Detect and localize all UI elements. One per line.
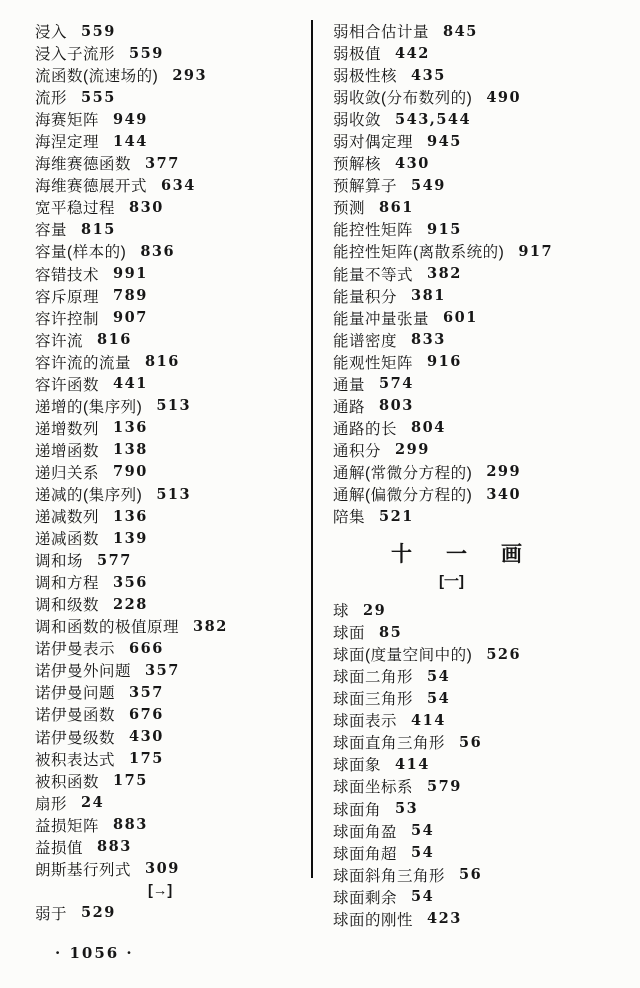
- entry-term: 球面(度量空间中的): [333, 647, 473, 665]
- index-entry: [333, 86, 633, 108]
- entry-page-number: 513: [156, 397, 192, 415]
- entry-term: 预测: [333, 200, 366, 218]
- index-entry: [35, 615, 307, 637]
- index-entry: [35, 196, 307, 218]
- entry-page-number: 543,544: [395, 110, 472, 128]
- left-entry-list: [35, 20, 307, 880]
- entry-page-number: 144: [113, 132, 148, 150]
- entry-page-number: 377: [145, 154, 180, 172]
- entry-page-number: 815: [81, 220, 116, 238]
- index-entry: [333, 753, 633, 775]
- entry-term: 浸入子流形: [35, 46, 116, 64]
- index-entry: [35, 483, 307, 505]
- entry-page-number: 816: [97, 331, 132, 349]
- entry-term: 球面剩余: [333, 889, 398, 907]
- index-entry: [35, 461, 307, 483]
- entry-page-number: 430: [395, 154, 430, 172]
- entry-page-number: 56: [459, 733, 483, 751]
- entry-term: 浸入: [35, 24, 68, 42]
- entry-page-number: 423: [427, 910, 462, 928]
- entry-page-number: 861: [379, 198, 414, 216]
- entry-term: 弱收敛: [333, 112, 382, 130]
- entry-page-number: 309: [145, 860, 180, 878]
- entry-term: 球面二角形: [333, 669, 414, 687]
- index-entry: [35, 571, 307, 593]
- index-entry: [35, 681, 307, 703]
- index-entry: [333, 329, 633, 351]
- entry-page-number: 299: [486, 463, 522, 481]
- entry-page-number: 175: [113, 772, 148, 790]
- entry-term: 通路的长: [333, 420, 398, 438]
- index-entry: [333, 820, 633, 842]
- entry-page-number: 340: [486, 485, 522, 503]
- subsection-marker: [一]: [439, 572, 464, 590]
- entry-page-number: 435: [411, 66, 446, 84]
- entry-term: 通解(常微分方程的): [333, 464, 473, 482]
- index-entry: [333, 351, 633, 373]
- index-entry: [35, 417, 307, 439]
- index-entry: [333, 505, 633, 527]
- entry-term: 球面角: [333, 801, 382, 819]
- index-entry: [35, 439, 307, 461]
- index-entry: [35, 64, 307, 86]
- entry-page-number: 56: [459, 866, 483, 884]
- entry-term: 调和函数的极值原理: [35, 619, 180, 637]
- entry-term: 海涅定理: [35, 134, 100, 152]
- page-number: · 1056 ·: [55, 944, 134, 962]
- entry-page-number: 549: [411, 176, 446, 194]
- entry-page-number: 830: [129, 198, 164, 216]
- index-entry: [35, 351, 307, 373]
- index-entry: [35, 174, 307, 196]
- entry-term: 球面三角形: [333, 691, 414, 709]
- index-entry: [333, 908, 633, 930]
- index-entry: [333, 798, 633, 820]
- column-divider: [311, 20, 313, 878]
- entry-page-number: 228: [113, 595, 148, 613]
- index-entry: [333, 665, 633, 687]
- entry-term: 递归关系: [35, 464, 100, 482]
- entry-page-number: 845: [443, 22, 478, 40]
- index-entry: [35, 373, 307, 395]
- index-entry: [35, 307, 307, 329]
- entry-page-number: 54: [411, 888, 435, 906]
- left-entry-list-tail: [35, 902, 307, 924]
- entry-page-number: 991: [113, 265, 148, 283]
- entry-term: 容许流: [35, 332, 84, 350]
- entry-page-number: 175: [129, 750, 164, 768]
- entry-page-number: 53: [395, 800, 419, 818]
- right-column: [333, 20, 633, 930]
- index-entry: [35, 858, 307, 880]
- entry-page-number: 883: [97, 838, 132, 856]
- entry-page-number: 54: [411, 844, 435, 862]
- continuation-arrow-marker: [→]: [148, 882, 173, 899]
- index-entry: [333, 599, 633, 621]
- entry-term: 球面表示: [333, 713, 398, 731]
- entry-page-number: 490: [486, 88, 522, 106]
- index-entry: [333, 285, 633, 307]
- entry-term: 海赛矩阵: [35, 112, 100, 130]
- entry-term: 海维赛德展开式: [35, 178, 148, 196]
- index-entry: [333, 152, 633, 174]
- entry-page-number: 521: [379, 507, 414, 525]
- index-entry: [35, 593, 307, 615]
- continuation-row: [35, 880, 307, 902]
- entry-page-number: 299: [395, 441, 430, 459]
- entry-term: 弱相合估计量: [333, 24, 430, 42]
- entry-page-number: 382: [427, 265, 462, 283]
- entry-term: 预解核: [333, 156, 382, 174]
- entry-term: 容许流的流量: [35, 354, 132, 372]
- entry-page-number: 136: [113, 419, 148, 437]
- entry-page-number: 836: [140, 242, 176, 260]
- entry-term: 通解(偏微分方程的): [333, 487, 473, 504]
- index-entry: [333, 461, 633, 483]
- right-entry-list: [333, 20, 633, 527]
- entry-term: 容许控制: [35, 310, 100, 328]
- entry-page-number: 577: [97, 551, 132, 569]
- index-entry: [35, 637, 307, 659]
- index-entry: [35, 395, 307, 417]
- section-heading-char: 画: [501, 543, 522, 567]
- index-entry: [35, 659, 307, 681]
- index-entry: [35, 20, 307, 42]
- entry-term: 球: [333, 603, 350, 621]
- index-entry: [333, 643, 633, 665]
- section-heading-char: 十: [391, 543, 412, 567]
- entry-page-number: 833: [411, 331, 446, 349]
- index-entry: [333, 709, 633, 731]
- entry-page-number: 381: [411, 287, 446, 305]
- index-entry: [333, 864, 633, 886]
- index-entry: [333, 130, 633, 152]
- entry-term: 能量不等式: [333, 266, 414, 284]
- index-entry: [333, 240, 633, 262]
- entry-term: 容量(样本的): [35, 244, 127, 262]
- right-entry-list-after-heading: [333, 599, 633, 930]
- entry-page-number: 789: [113, 287, 148, 305]
- entry-term: 流形: [35, 90, 68, 108]
- index-entry: [35, 240, 307, 262]
- index-entry: [333, 775, 633, 797]
- entry-term: 通量: [333, 376, 366, 394]
- entry-page-number: 883: [113, 816, 148, 834]
- index-entry: [35, 902, 307, 924]
- entry-term: 陪集: [333, 509, 366, 527]
- entry-term: 通路: [333, 398, 366, 416]
- entry-term: 益损矩阵: [35, 817, 100, 835]
- index-entry: [35, 726, 307, 748]
- entry-term: 朗斯基行列式: [35, 861, 132, 879]
- entry-term: 能控性矩阵: [333, 222, 414, 240]
- index-entry: [35, 527, 307, 549]
- index-entry: [35, 792, 307, 814]
- entry-term: 球面的刚性: [333, 911, 414, 929]
- entry-page-number: 601: [443, 309, 478, 327]
- entry-page-number: 54: [427, 667, 451, 685]
- index-entry: [333, 307, 633, 329]
- entry-term: 递增的(集序列): [35, 398, 143, 416]
- entry-term: 益损值: [35, 839, 84, 857]
- entry-page-number: 949: [113, 110, 148, 128]
- entry-term: 海维赛德函数: [35, 156, 132, 174]
- entry-page-number: 414: [395, 755, 430, 773]
- entry-page-number: 293: [172, 66, 208, 84]
- entry-term: 诺伊曼函数: [35, 707, 116, 725]
- entry-page-number: 441: [113, 375, 148, 393]
- entry-page-number: 29: [363, 601, 387, 619]
- entry-term: 容许函数: [35, 376, 100, 394]
- index-entry: [35, 770, 307, 792]
- index-entry: [35, 836, 307, 858]
- index-entry: [333, 20, 633, 42]
- index-entry: [333, 42, 633, 64]
- entry-page-number: 526: [486, 645, 522, 663]
- entry-page-number: 54: [411, 822, 435, 840]
- index-entry: [333, 218, 633, 240]
- entry-page-number: 816: [145, 353, 180, 371]
- entry-term: 容错技术: [35, 266, 100, 284]
- entry-page-number: 357: [129, 683, 164, 701]
- entry-term: 诺伊曼级数: [35, 729, 116, 747]
- index-entry: [333, 439, 633, 461]
- index-entry: [35, 263, 307, 285]
- index-entry: [333, 842, 633, 864]
- entry-page-number: 414: [411, 711, 446, 729]
- entry-page-number: 54: [427, 689, 451, 707]
- entry-term: 递增函数: [35, 442, 100, 460]
- entry-page-number: 356: [113, 573, 148, 591]
- entry-page-number: 529: [81, 904, 116, 922]
- entry-term: 能控性矩阵(离散系统的): [333, 244, 505, 262]
- index-entry: [333, 373, 633, 395]
- entry-term: 递增数列: [35, 420, 100, 438]
- entry-page-number: 357: [145, 661, 180, 679]
- entry-page-number: 915: [427, 220, 462, 238]
- index-entry: [333, 417, 633, 439]
- entry-page-number: 24: [81, 794, 105, 812]
- entry-term: 流函数(流速场的): [35, 68, 159, 86]
- index-entry: [35, 703, 307, 725]
- index-entry: [35, 549, 307, 571]
- entry-term: 调和级数: [35, 597, 100, 615]
- index-entry: [35, 152, 307, 174]
- entry-term: 被积表达式: [35, 751, 116, 769]
- entry-page-number: 139: [113, 529, 148, 547]
- index-entry: [35, 218, 307, 240]
- entry-term: 能观性矩阵: [333, 354, 414, 372]
- entry-page-number: 136: [113, 507, 148, 525]
- entry-term: 诺伊曼外问题: [35, 663, 132, 681]
- subsection-marker-row: [333, 567, 633, 593]
- entry-term: 弱于: [35, 905, 68, 923]
- index-entry: [35, 329, 307, 351]
- index-entry: [333, 483, 633, 505]
- entry-term: 宽平稳过程: [35, 200, 116, 218]
- entry-term: 诺伊曼问题: [35, 685, 116, 703]
- entry-term: 弱极值: [333, 46, 382, 64]
- entry-term: 调和方程: [35, 575, 100, 593]
- entry-term: 弱收敛(分布数列的): [333, 90, 473, 108]
- entry-term: 诺伊曼表示: [35, 641, 116, 659]
- index-entry: [35, 42, 307, 64]
- entry-page-number: 907: [113, 309, 148, 327]
- entry-term: 球面象: [333, 757, 382, 775]
- index-entry: [333, 731, 633, 753]
- entry-page-number: 803: [379, 397, 414, 415]
- index-entry: [333, 263, 633, 285]
- entry-term: 被积函数: [35, 773, 100, 791]
- entry-page-number: 676: [129, 705, 164, 723]
- left-column: [35, 20, 307, 924]
- entry-page-number: 945: [427, 132, 462, 150]
- index-entry: [333, 108, 633, 130]
- index-entry: [333, 395, 633, 417]
- entry-term: 球面直角三角形: [333, 735, 446, 753]
- entry-term: 球面坐标系: [333, 779, 414, 797]
- entry-page-number: 579: [427, 777, 462, 795]
- index-entry: [333, 174, 633, 196]
- entry-page-number: 85: [379, 623, 403, 641]
- entry-term: 弱对偶定理: [333, 134, 414, 152]
- entry-page-number: 382: [193, 617, 228, 635]
- entry-page-number: 559: [129, 44, 164, 62]
- entry-term: 容量: [35, 222, 68, 240]
- index-entry: [35, 130, 307, 152]
- index-entry: [333, 196, 633, 218]
- entry-page-number: 442: [395, 44, 430, 62]
- entry-term: 预解算子: [333, 178, 398, 196]
- entry-term: 递减函数: [35, 531, 100, 549]
- index-entry: [35, 108, 307, 130]
- entry-page-number: 513: [156, 485, 192, 503]
- entry-term: 调和场: [35, 553, 84, 571]
- index-entry: [35, 285, 307, 307]
- entry-page-number: 790: [113, 463, 148, 481]
- entry-page-number: 555: [81, 88, 116, 106]
- section-heading-eleven-strokes: [333, 539, 633, 567]
- entry-page-number: 138: [113, 441, 148, 459]
- entry-term: 弱极性核: [333, 68, 398, 86]
- index-entry: [333, 64, 633, 86]
- index-entry: [35, 814, 307, 836]
- section-heading-char: 一: [446, 543, 467, 567]
- entry-term: 球面: [333, 625, 366, 643]
- entry-term: 能谱密度: [333, 332, 398, 350]
- entry-term: 能量冲量张量: [333, 310, 430, 328]
- entry-page-number: 559: [81, 22, 116, 40]
- entry-page-number: 917: [518, 242, 554, 260]
- index-entry: [35, 86, 307, 108]
- index-entry: [35, 505, 307, 527]
- entry-page-number: 804: [411, 419, 446, 437]
- entry-page-number: 430: [129, 728, 164, 746]
- entry-term: 通积分: [333, 442, 382, 460]
- entry-page-number: 666: [129, 639, 164, 657]
- entry-term: 扇形: [35, 795, 68, 813]
- index-entry: [333, 621, 633, 643]
- index-entry: [35, 748, 307, 770]
- entry-page-number: 916: [427, 353, 462, 371]
- entry-page-number: 634: [161, 176, 196, 194]
- entry-term: 递减的(集序列): [35, 487, 143, 504]
- entry-term: 球面斜角三角形: [333, 867, 446, 885]
- entry-page-number: 574: [379, 375, 414, 393]
- entry-term: 能量积分: [333, 288, 398, 306]
- index-entry: [333, 886, 633, 908]
- entry-term: 球面角超: [333, 845, 398, 863]
- entry-term: 递减数列: [35, 509, 100, 527]
- entry-term: 球面角盈: [333, 823, 398, 841]
- index-entry: [333, 687, 633, 709]
- entry-term: 容斥原理: [35, 288, 100, 306]
